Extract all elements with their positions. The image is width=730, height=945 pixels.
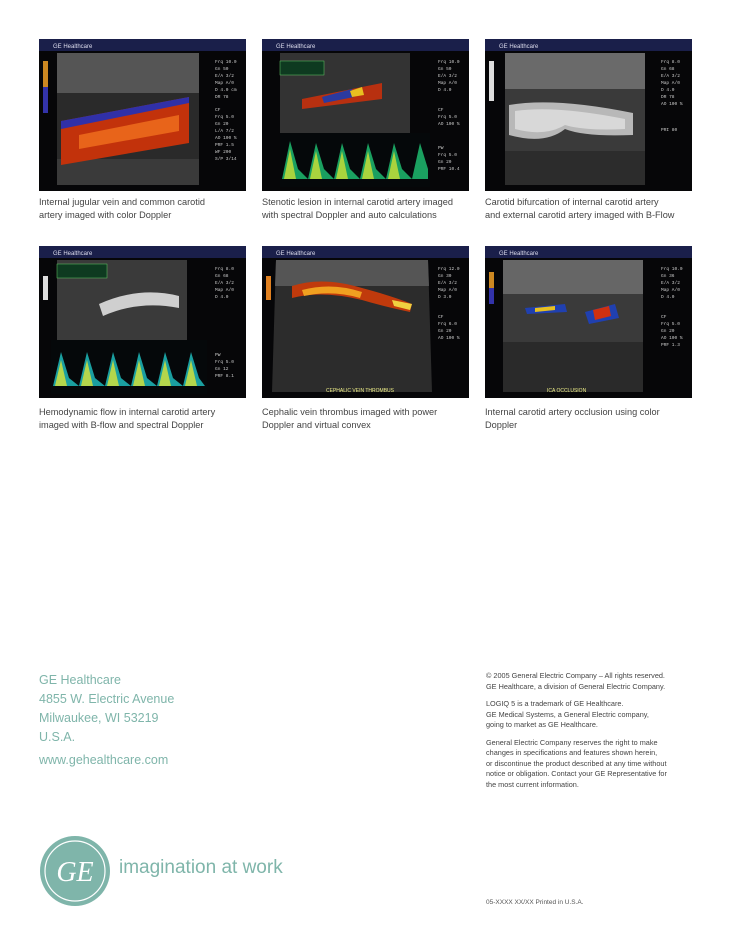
- image-header: GE Healthcare: [499, 251, 539, 257]
- legal-notice: [486, 671, 667, 797]
- svg-text:D 4.0: D 4.0: [215, 295, 229, 300]
- image-header: GE Healthcare: [53, 44, 93, 50]
- svg-text:E/A 3/2: E/A 3/2: [215, 281, 234, 286]
- svg-text:Map A/0: Map A/0: [438, 288, 457, 293]
- image-caption: [262, 406, 472, 432]
- svg-text:PRI 80: PRI 80: [661, 128, 678, 133]
- svg-text:Gn 20: Gn 20: [661, 329, 675, 334]
- trademark-notice: [486, 699, 667, 731]
- svg-text:D 4.0: D 4.0: [661, 88, 675, 93]
- ultrasound-image-ica-occlusion: [485, 246, 692, 398]
- ge-logo: [39, 835, 111, 907]
- svg-text:Map A/0: Map A/0: [215, 288, 234, 293]
- legal-line: GE Medical Systems, a General Electric company,: [486, 709, 649, 719]
- svg-text:Gn 50: Gn 50: [438, 67, 452, 72]
- image-caption: [262, 196, 472, 222]
- svg-text:PRF 10.4: PRF 10.4: [438, 167, 460, 172]
- svg-text:CF: CF: [438, 108, 444, 113]
- image-header: GE Healthcare: [53, 251, 93, 257]
- svg-text:Map A/0: Map A/0: [215, 81, 234, 86]
- image-caption: [485, 196, 695, 222]
- svg-text:AO 100 %: AO 100 %: [438, 122, 460, 127]
- caption-line: Internal jugular vein and common carotid: [39, 197, 205, 207]
- svg-text:E/A 3/2: E/A 3/2: [661, 281, 680, 286]
- svg-text:Frq 6.0: Frq 6.0: [438, 322, 457, 327]
- svg-text:Map A/0: Map A/0: [438, 81, 457, 86]
- tagline: imagination at work: [119, 857, 283, 878]
- caption-line: and external carotid artery imaged with B-Flow: [485, 210, 675, 220]
- svg-text:AO 100 %: AO 100 %: [661, 336, 683, 341]
- caption-line: Internal carotid artery occlusion using color: [485, 407, 660, 417]
- svg-text:D 4.0 cm: D 4.0 cm: [215, 88, 237, 93]
- svg-text:AO 100 %: AO 100 %: [661, 102, 683, 107]
- svg-text:D 4.0: D 4.0: [438, 88, 452, 93]
- svg-text:Frq 10.0: Frq 10.0: [215, 60, 237, 65]
- legal-line: going to market as GE Healthcare.: [486, 720, 598, 729]
- image-overlay-label: ICA OCCLUSION: [547, 388, 587, 394]
- image-caption: [39, 196, 249, 222]
- image-header: GE Healthcare: [276, 251, 316, 257]
- svg-text:Frq 5.0: Frq 5.0: [438, 115, 457, 120]
- legal-line: LOGIQ 5 is a trademark of GE Healthcare.: [486, 699, 624, 708]
- svg-text:Frq 5.0: Frq 5.0: [661, 322, 680, 327]
- svg-text:CF: CF: [438, 315, 444, 320]
- image-caption: [39, 406, 249, 432]
- caption-line: with spectral Doppler and auto calculations: [262, 210, 437, 220]
- svg-text:PRF 1.5: PRF 1.5: [215, 143, 234, 148]
- company-address: [39, 671, 174, 770]
- svg-text:L/A 7/2: L/A 7/2: [215, 129, 234, 134]
- caption-line: Doppler and virtual convex: [262, 420, 371, 430]
- ultrasound-image-hemodynamic-flow: [39, 246, 246, 398]
- legal-line: GE Healthcare, a division of General Electric Company.: [486, 681, 666, 691]
- svg-text:E/A 3/2: E/A 3/2: [661, 74, 680, 79]
- svg-text:E/A 3/2: E/A 3/2: [438, 74, 457, 79]
- website-link[interactable]: www.gehealthcare.com: [39, 753, 169, 767]
- caption-line: Doppler: [485, 420, 518, 430]
- caption-line: artery imaged with color Doppler: [39, 210, 172, 220]
- svg-text:D 4.0: D 4.0: [661, 295, 675, 300]
- svg-text:CF: CF: [215, 108, 221, 113]
- country: U.S.A.: [39, 730, 76, 744]
- svg-text:Gn 36: Gn 36: [661, 274, 675, 279]
- street-address: 4855 W. Electric Avenue: [39, 692, 175, 706]
- svg-text:Gn 20: Gn 20: [438, 160, 452, 165]
- copyright-notice: [486, 671, 667, 692]
- caption-line: Stenotic lesion in internal carotid artery imaged: [262, 197, 453, 207]
- svg-text:PRF 1.3: PRF 1.3: [661, 343, 680, 348]
- disclaimer-notice: [486, 738, 667, 791]
- svg-text:Gn 68: Gn 68: [661, 67, 675, 72]
- svg-text:Frq 10.0: Frq 10.0: [438, 60, 460, 65]
- svg-text:DR 78: DR 78: [661, 95, 675, 100]
- svg-text:DR 78: DR 78: [215, 95, 229, 100]
- svg-text:AO 100 %: AO 100 %: [438, 336, 460, 341]
- svg-text:Gn 20: Gn 20: [438, 329, 452, 334]
- svg-text:E/A 3/2: E/A 3/2: [438, 281, 457, 286]
- caption-line: Cephalic vein thrombus imaged with power: [262, 407, 438, 417]
- caption-line: Carotid bifurcation of internal carotid artery: [485, 197, 659, 207]
- svg-text:Frq 10.0: Frq 10.0: [661, 267, 683, 272]
- print-note: 05-XXXX XX/XX Printed in U.S.A.: [486, 899, 584, 906]
- svg-text:D 3.0: D 3.0: [438, 295, 452, 300]
- image-caption: [485, 406, 695, 432]
- svg-text:Map A/0: Map A/0: [661, 288, 680, 293]
- image-header: GE Healthcare: [499, 44, 539, 50]
- svg-text:Frq 8.0: Frq 8.0: [661, 60, 680, 65]
- svg-text:PW: PW: [215, 353, 221, 358]
- ultrasound-image-jugular-color-doppler: [39, 39, 246, 191]
- svg-text:Gn 12: Gn 12: [215, 367, 229, 372]
- svg-text:PRF 8.1: PRF 8.1: [215, 374, 234, 379]
- legal-line: changes in specifications and features shown herein,: [486, 748, 658, 757]
- ultrasound-image-carotid-bifurcation: [485, 39, 692, 191]
- legal-line: or discontinue the product described at any time without: [486, 758, 667, 768]
- legal-line: General Electric Company reserves the right to make: [486, 737, 658, 747]
- caption-line: imaged with B-flow and spectral Doppler: [39, 420, 204, 430]
- image-header: GE Healthcare: [276, 44, 316, 50]
- legal-line: notice or obligation. Contact your GE Representative for: [486, 769, 667, 778]
- ge-monogram: GE: [56, 857, 94, 888]
- svg-text:S/P 3/14: S/P 3/14: [215, 157, 237, 162]
- svg-text:CF: CF: [661, 315, 667, 320]
- legal-line: the most current information.: [486, 779, 579, 789]
- svg-text:Gn 68: Gn 68: [215, 274, 229, 279]
- company-name: GE Healthcare: [39, 673, 121, 687]
- svg-text:WF 200: WF 200: [215, 150, 232, 155]
- svg-text:Frq 5.0: Frq 5.0: [438, 153, 457, 158]
- legal-line: © 2005 General Electric Company – All rights reserved.: [486, 671, 665, 680]
- ultrasound-image-cephalic-thrombus: [262, 246, 469, 398]
- svg-text:Gn 30: Gn 30: [438, 274, 452, 279]
- svg-text:Frq 5.0: Frq 5.0: [215, 360, 234, 365]
- svg-text:Frq 8.0: Frq 8.0: [215, 267, 234, 272]
- svg-text:Map A/0: Map A/0: [661, 81, 680, 86]
- svg-text:AO 100 %: AO 100 %: [215, 136, 237, 141]
- image-overlay-label: CEPHALIC VEIN THROMBUS: [326, 388, 394, 394]
- svg-text:E/A 3/2: E/A 3/2: [215, 74, 234, 79]
- city-state-zip: Milwaukee, WI 53219: [39, 711, 159, 725]
- caption-line: Hemodynamic flow in internal carotid artery: [39, 407, 216, 417]
- svg-text:Frq 12.0: Frq 12.0: [438, 267, 460, 272]
- svg-text:Gn 50: Gn 50: [215, 67, 229, 72]
- svg-text:PW: PW: [438, 146, 444, 151]
- svg-text:Frq 5.0: Frq 5.0: [215, 115, 234, 120]
- ultrasound-image-stenotic-lesion: [262, 39, 469, 191]
- svg-text:Gn 20: Gn 20: [215, 122, 229, 127]
